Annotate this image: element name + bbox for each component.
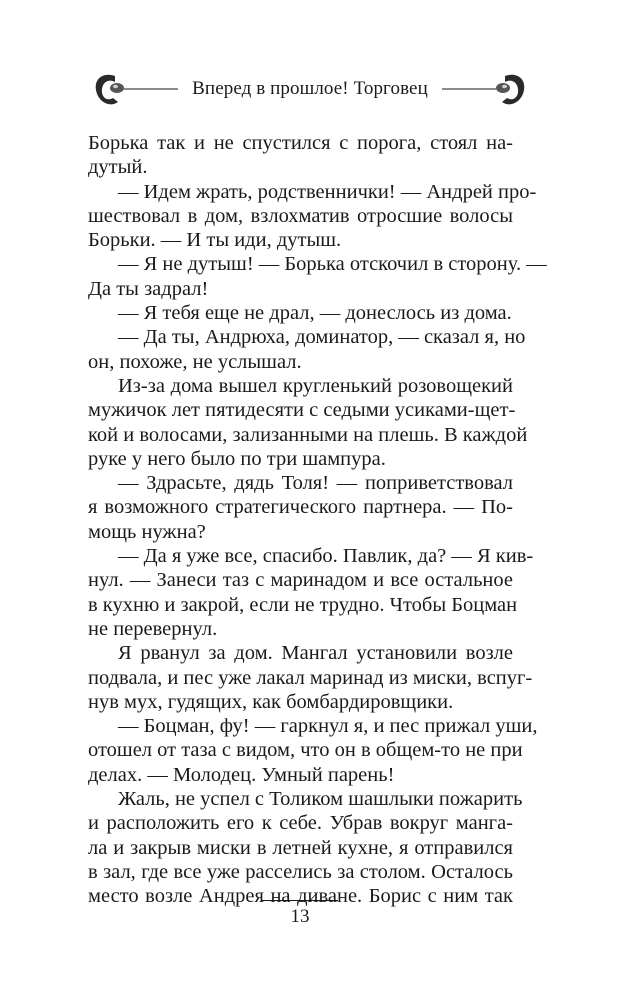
text-line: Я рванул за дом. Мангал установили возле [118,642,513,665]
text-line: мощь нужна? [88,520,206,543]
text-line: дутый. [88,156,148,179]
text-line: — Я тебя еще не драл, — донеслось из дома. [118,302,512,325]
text-line: не перевернул. [88,617,218,640]
text-line: подвала, и пес уже лакал маринад из миски, вспуг- [88,666,533,689]
text-line: кой и волосами, зализанными на плешь. В каждой [88,423,528,446]
text-line: отошел от таза с видом, что он в общем-то не при [88,739,523,762]
text-line: мужичок лет пятидесяти с седыми усиками-щет- [88,399,516,422]
text-line: ла и закрыв миски в летней кухне, я отправился [88,836,513,859]
text-line: — Я не дутыш! — Борька отскочил в сторону. — [118,253,547,276]
body-text [88,131,547,909]
text-line: Жаль, не успел с Толиком шашлыки пожарить [118,788,523,811]
text-line: в кухню и закрой, если не трудно. Чтобы Боцман [88,593,518,616]
text-line: место возле Андрея на диване. Борис с ним так [88,885,513,908]
text-line: нул. — Занеси таз с маринадом и все остальное [88,569,513,592]
text-line: — Идем жрать, родственнички! — Андрей про- [118,180,537,203]
text-line: — Да я уже все, спасибо. Павлик, да? — Я кив- [118,545,534,568]
text-line: делах. — Молодец. Умный парень! [88,763,395,786]
text-line: в зал, где все уже расселись за столом. Осталось [88,860,513,883]
text-line: — Боцман, фу! — гаркнул я, и пес прижал уши, [118,715,538,738]
page-number: 13 [290,906,310,927]
running-title: Вперед в прошлое! Торговец [192,78,428,99]
text-line: — Здрасьте, дядь Толя! — поприветствовал [118,472,513,495]
text-line: он, похоже, не услышал. [88,350,302,373]
text-line: и расположить его к себе. Убрав вокруг манга- [88,812,513,835]
text-line: Да ты задрал! [88,277,209,300]
text-line: шествовал в дом, взлохматив отросшие волосы [88,204,513,227]
text-line: Из-за дома вышел кругленький розовощекий [118,374,513,397]
text-line: Борька так и не спустился с порога, стоял на- [88,132,513,154]
text-line: — Да ты, Андрюха, доминатор, — сказал я, но [118,326,526,349]
text-line: нув мух, гудящих, как бомбардировщики. [88,690,454,713]
text-line: Борьки. — И ты иди, дутыш. [88,229,342,252]
text-line: я возможного стратегического партнера. — По- [88,496,513,519]
footer-rule [262,900,338,901]
text-line: руке у него было по три шампура. [88,447,386,470]
page-header [80,66,540,116]
